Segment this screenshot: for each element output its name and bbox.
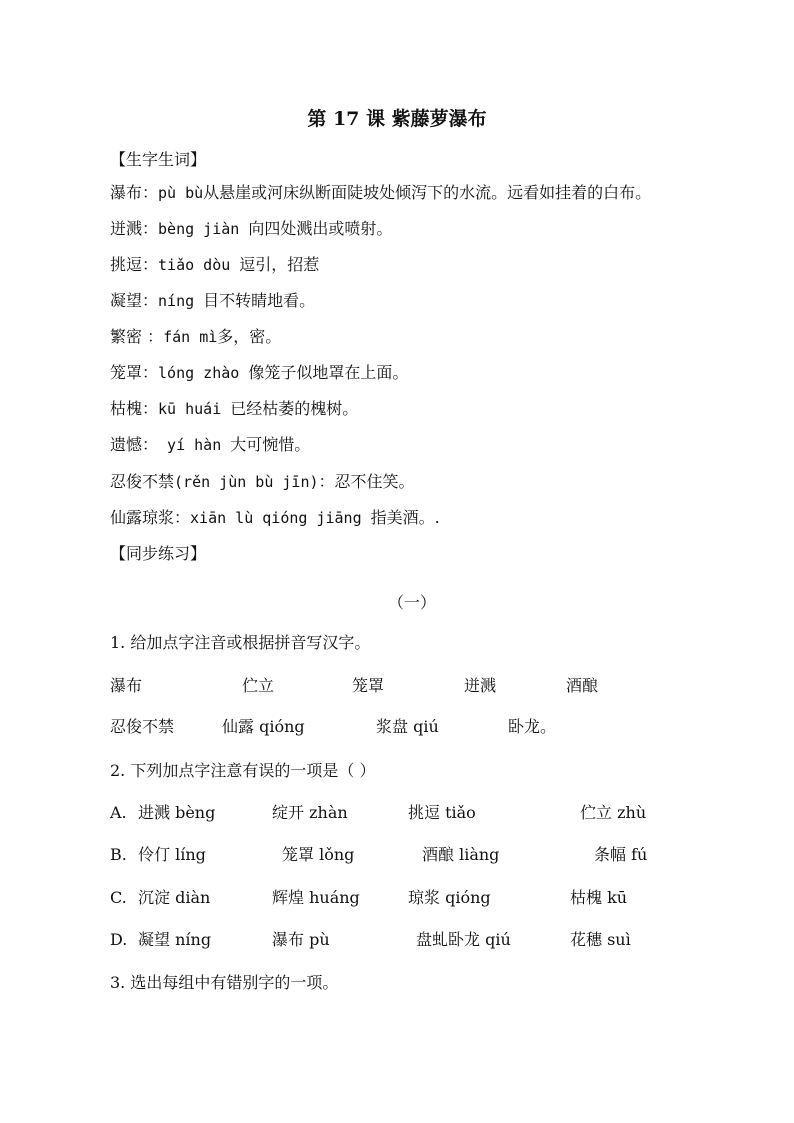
option-item: 枯槐 kū (570, 888, 628, 907)
vocab-line (110, 218, 392, 240)
page-title: 第 17 课 紫藤萝瀑布 (307, 108, 487, 130)
q1-item: 忍俊不禁 (110, 717, 175, 736)
vocab-line (110, 507, 440, 529)
q1-item: 酒酿 (566, 676, 599, 695)
q1-row1 (110, 675, 670, 697)
q2-option-a (110, 802, 690, 824)
vocab-meaning: 逗引，招惹 (239, 255, 320, 274)
option-item: 笼罩 lǒng (282, 845, 355, 864)
option-label: C. (110, 888, 127, 907)
q1-stem: 1. 给加点字注音或根据拼音写汉字。 (110, 633, 371, 652)
q1-item: 卧龙。 (508, 717, 557, 736)
vocab-line (110, 434, 310, 456)
vocab-word: 仙露琼浆： (110, 508, 191, 527)
vocab-line (110, 326, 281, 348)
option-item: 绽开 zhàn (272, 803, 348, 822)
vocab-word: 挑逗： (110, 255, 159, 274)
q3-stem: 3. 选出每组中有错别字的一项。 (110, 973, 339, 992)
vocab-pinyin: bèng jiàn (158, 220, 249, 238)
vocab-pinyin: yí hàn (158, 436, 231, 454)
vocab-meaning: ：忍不住笑。 (318, 472, 415, 491)
vocab-pinyin: kū huái (158, 400, 231, 418)
option-item: 条幅 fú (594, 845, 648, 864)
option-item: 花穗 suì (570, 930, 631, 949)
option-item: 伶仃 líng (138, 845, 206, 864)
option-item: 进溅 bèng (138, 803, 216, 822)
vocab-meaning: 从悬崖或河床纵断面陡坡处倾泻下的水流。远看如挂着的白布。 (203, 183, 652, 202)
vocab-word: 忍俊不禁 (110, 472, 175, 491)
vocab-meaning: 像笼子似地罩在上面。 (248, 363, 409, 382)
q2-option-c (110, 887, 690, 909)
q1-item: 伫立 (242, 676, 275, 695)
vocab-word: 繁密 ： (110, 327, 164, 346)
option-item: 盘虬卧龙 qiú (416, 930, 511, 949)
q1-item: 仙露 qióng (222, 717, 305, 736)
vocab-meaning: 已经枯萎的槐树。 (230, 399, 359, 418)
vocab-word: 遗憾： (110, 435, 159, 454)
q1-item: 迸溅 (464, 676, 497, 695)
vocab-pinyin: (rěn jùn bù jīn) (174, 473, 319, 491)
q1-item: 浆盘 qiú (376, 717, 439, 736)
q1-row2 (110, 716, 670, 738)
q2-stem: 2. 下列加点字注意有误的一项是（ ） (110, 761, 376, 780)
option-item: 沉淀 diàn (138, 888, 211, 907)
vocab-pinyin: níng (158, 292, 204, 310)
q2-option-b (110, 844, 690, 866)
vocab-pinyin: tiǎo dòu (158, 256, 240, 274)
option-item: 辉煌 huáng (272, 888, 360, 907)
vocab-meaning: 目不转睛地看。 (203, 291, 316, 310)
option-item: 伫立 zhù (580, 803, 647, 822)
practice-header: 【同步练习】 (110, 544, 207, 563)
vocab-word: 瀑布： (110, 183, 159, 202)
option-label: D. (110, 930, 128, 949)
option-label: A. (110, 803, 127, 822)
vocab-word: 迸溅： (110, 219, 159, 238)
vocab-meaning: 向四处溅出或喷射。 (248, 219, 393, 238)
vocab-line (110, 254, 319, 276)
vocab-line (110, 398, 358, 420)
option-item: 琼浆 qióng (408, 888, 491, 907)
q1-item: 笼罩 (352, 676, 385, 695)
vocab-line (110, 182, 651, 204)
vocab-header: 【生字生词】 (110, 150, 207, 169)
option-item: 酒酿 liàng (422, 845, 500, 864)
vocab-pinyin: xiān lù qióng jiāng (190, 509, 371, 527)
q1-item: 瀑布 (110, 676, 143, 695)
vocab-meaning: 指美酒。. (370, 508, 440, 527)
section-marker: （一） (387, 593, 436, 612)
vocab-pinyin: lóng zhào (158, 364, 249, 382)
option-label: B. (110, 845, 127, 864)
option-item: 挑逗 tiǎo (408, 803, 476, 822)
vocab-meaning: 大可惋惜。 (230, 435, 311, 454)
vocab-pinyin: pù bù (158, 184, 204, 202)
vocab-line (110, 362, 408, 384)
option-item: 瀑布 pù (272, 930, 330, 949)
vocab-word: 枯槐： (110, 399, 159, 418)
option-item: 凝望 níng (138, 930, 212, 949)
vocab-word: 笼罩： (110, 363, 159, 382)
vocab-line (110, 471, 415, 493)
vocab-word: 凝望： (110, 291, 159, 310)
vocab-meaning: 多，密。 (217, 327, 282, 346)
vocab-pinyin: fán mì (163, 328, 218, 346)
q2-option-d (110, 929, 690, 951)
vocab-line (110, 290, 315, 312)
